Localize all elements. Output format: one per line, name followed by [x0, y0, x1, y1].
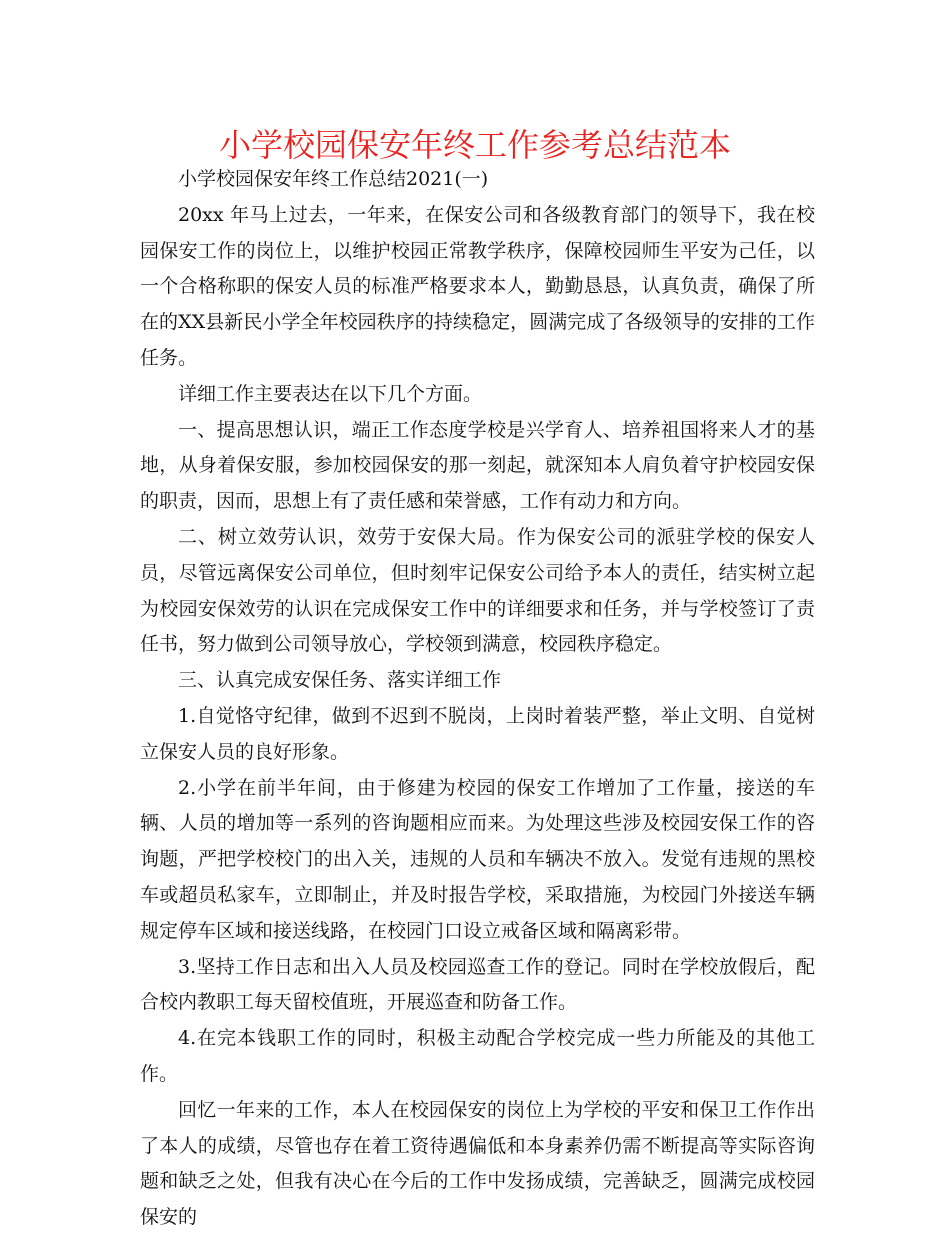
- paragraph-item-3: 3.坚持工作日志和出入人员及校园巡查工作的登记。同时在学校放假后，配合校内教职工每天留校值班，开展巡查和防备工作。: [140, 955, 815, 1014]
- paragraph-overview: 详细工作主要表达在以下几个方面。: [178, 382, 483, 405]
- paragraph-review: 回忆一年来的工作，本人在校园保安的岗位上为学校的平安和保卫工作作出了本人的成绩，尽管也存在着工资待遇偏低和本身素养仍需不断提高等实际咨询题和缺乏之处，但我有决心在今后的工作中发扬成绩，完善缺乏，圆满完成校园保安的: [140, 1098, 815, 1229]
- paragraph-item-4: 4.在完本钱职工作的同时，积极主动配合学校完成一些力所能及的其他工作。: [140, 1027, 815, 1085]
- paragraph-subtitle: 小学校园保安年终工作总结2021(一): [178, 168, 489, 190]
- paragraph-intro: 20xx 年马上过去，一年来，在保安公司和各级教育部门的领导下，我在校园保安工作的岗位上，以维护校园正常教学秩序，保障校园师生平安为己任，以一个合格称职的保安人员的标准严格要求本人，勤勤恳恳，认真负责，确保了所在的XX县新民小学全年校园秩序的持续稳定，圆满完成了各级领导的安排的工作任务。: [140, 203, 815, 369]
- paragraph-section-1: 一、提高思想认识，端正工作态度学校是兴学育人、培养祖国将来人才的基地，从身着保安服，参加校园保安的那一刻起，就深知本人肩负着守护校园安保的职责，因而，思想上有了责任感和荣誉感，工作有动力和方向。: [140, 418, 815, 513]
- paragraph-section-2: 二、树立效劳认识，效劳于安保大局。作为保安公司的派驻学校的保安人员，尽管远离保安公司单位，但时刻牢记保安公司给予本人的责任，结实树立起为校园安保效劳的认识在完成保安工作中的详细要求和任务，并与学校签订了责任书，努力做到公司领导放心，学校领到满意，校园秩序稳定。: [140, 525, 815, 656]
- paragraph-section-3-heading: 三、认真完成安保任务、落实详细工作: [178, 669, 502, 692]
- paragraph-item-1: 1.自觉恪守纪律，做到不迟到不脱岗，上岗时着装严整，举止文明、自觉树立保安人员的良好形象。: [140, 704, 815, 763]
- paragraph-item-2: 2.小学在前半年间，由于修建为校园的保安工作增加了工作量，接送的车辆、人员的增加等一系列的咨询题相应而来。为处理这些涉及校园安保工作的咨询题，严把学校校门的出入关，违规的人员和车辆决不放入。发觉有违规的黑校车或超员私家车，立即制止，并及时报告学校，采取措施，为校园门外接送车辆规定停车区域和接送线路，在校园门口设立戒备区域和隔离彩带。: [140, 776, 815, 942]
- document-body: [140, 162, 815, 1236]
- document-title: 小学校园保安年终工作参考总结范本: [218, 126, 731, 164]
